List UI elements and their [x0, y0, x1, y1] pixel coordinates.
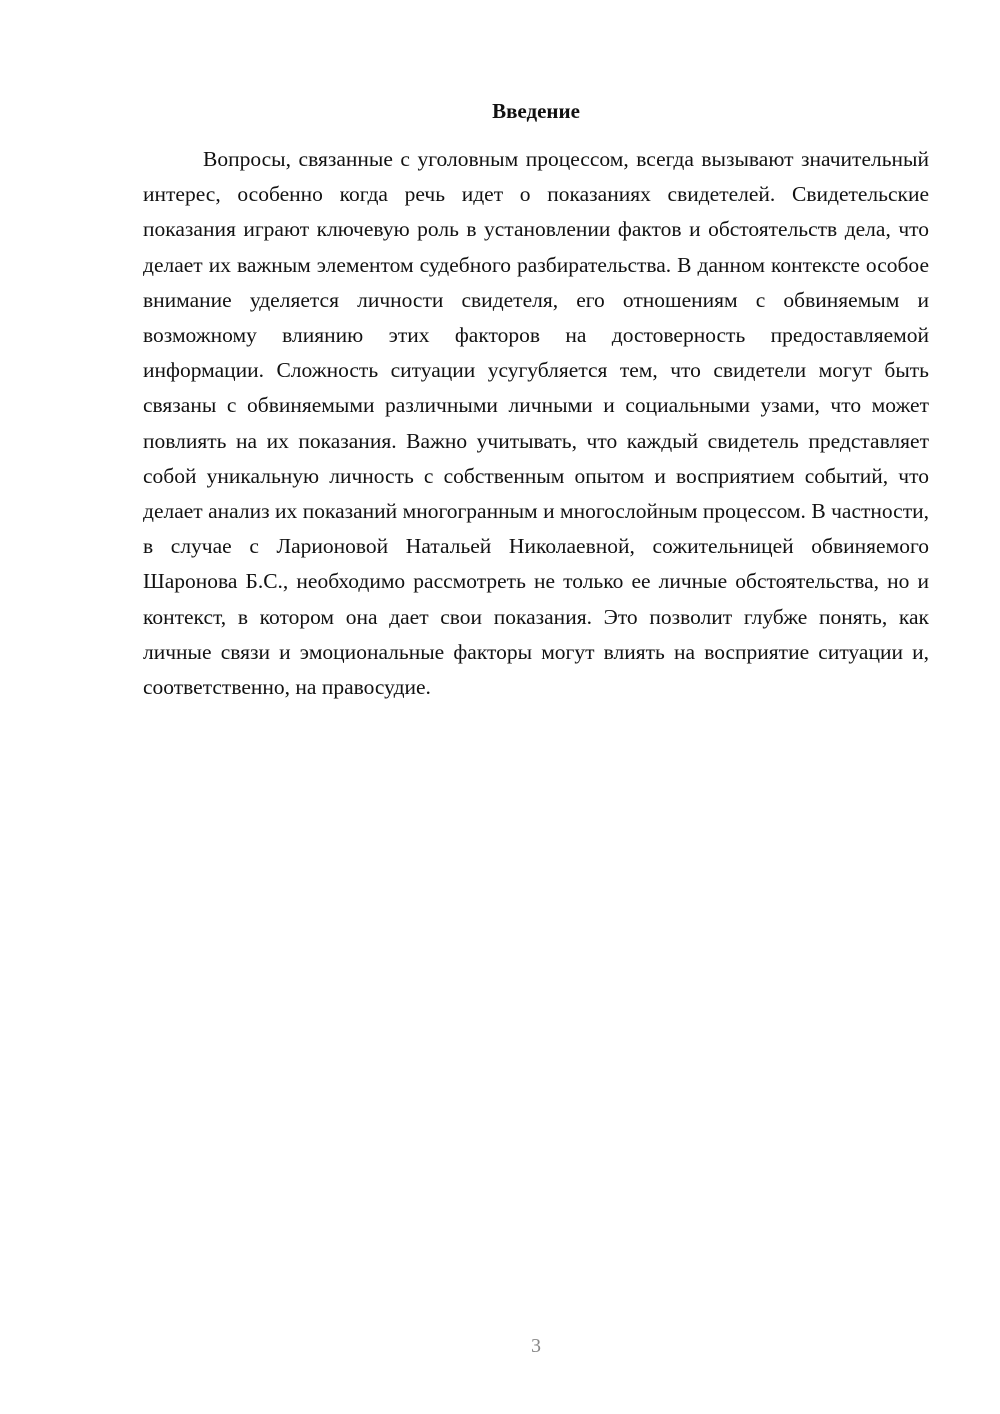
section-heading: Введение	[492, 99, 580, 123]
introduction-paragraph: Вопросы, связанные с уголовным процессом, всегда вызывают значительный интерес, особенно когда речь идет о показаниях свидетелей. Свидетельские показания играют ключевую роль в установлении фактов и обстоятельств дела, что делает их важным элементом судебного разбирательства. В данном контексте особое внимание уделяется личности свидетеля, его отношениям с обвиняемым и возможному влиянию этих факторов на достоверность предоставляемой информации. Сложность ситуации усугубляется тем, что свидетели могут быть связаны с обвиняемыми различными личными и социальными узами, что может повлиять на их показания. Важно учитывать, что каждый свидетель представляет собой уникальную личность с собственным опытом и восприятием событий, что делает анализ их показаний многогранным и многослойным процессом. В частности, в случае с Ларионовой Натальей Николаевной, сожительницей обвиняемого Шаронова Б.С., необходимо рассмотреть не только ее личные обстоятельства, но и контекст, в котором она дает свои показания. Это позволит глубже понять, как личные связи и эмоциональные факторы могут влиять на восприятие ситуации и, соответственно, на правосудие.	[143, 147, 929, 700]
page-number: 3	[531, 1335, 541, 1357]
